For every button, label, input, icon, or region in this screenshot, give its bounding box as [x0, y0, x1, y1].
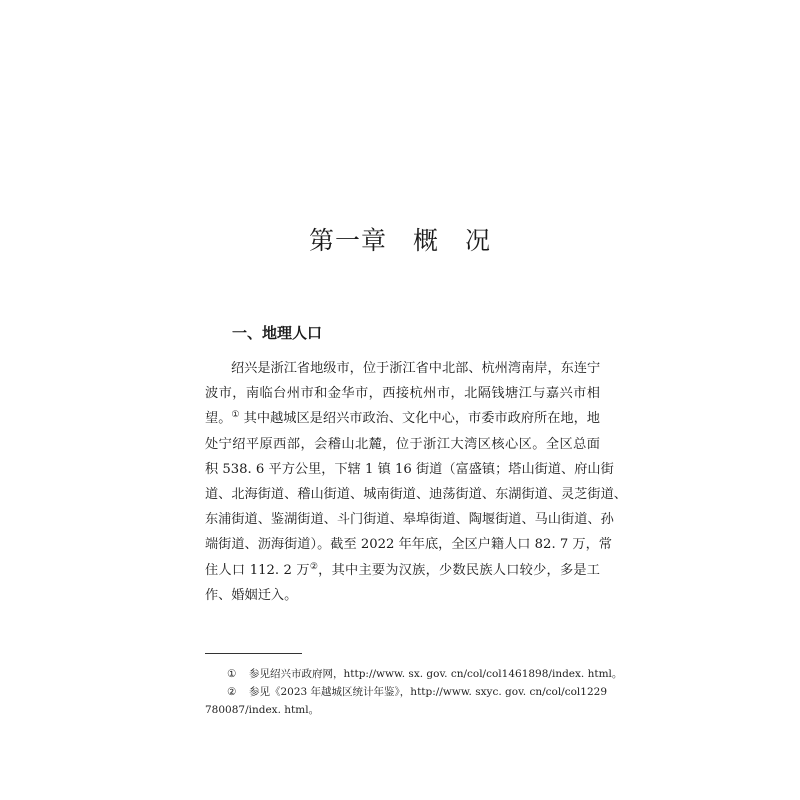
footnote-2: [205, 683, 620, 701]
body-line: 道、北海街道、稽山街道、城南街道、迪荡街道、东湖街道、灵芝街道、: [205, 486, 627, 502]
body-line: 处宁绍平原西部，会稽山北麓，位于浙江大湾区核心区。全区总面: [205, 436, 600, 452]
body-line: 作、婚姻迁入。: [205, 587, 298, 603]
footnote-marker: ①: [227, 668, 237, 680]
body-line: 积 538. 6 平方公里，下辖 1 镇 16 街道（富盛镇；塔山街道、府山街: [205, 461, 614, 477]
body-line: 端街道、沥海街道）。截至 2022 年年底，全区户籍人口 82. 7 万，常: [205, 537, 612, 553]
footnotes: [205, 665, 623, 719]
body-text-fragment: 其中越城区是绍兴市政治、文化中心，市委市政府所在地，地: [239, 411, 600, 427]
footnote-1: [205, 665, 623, 683]
footnote-text: 参见《2023 年越城区统计年鉴》，http://www. sxyc. gov. cn/col/col1229: [249, 686, 607, 698]
body-line: 波市，南临台州市和金华市，西接杭州市，北隔钱塘江与嘉兴市相: [205, 386, 600, 402]
section-heading: 一、地理人口: [232, 324, 323, 342]
footnote-marker: ②: [227, 686, 237, 698]
footnote-ref-2[interactable]: ②: [309, 561, 319, 572]
body-line: [205, 406, 600, 431]
body-paragraph: [205, 356, 627, 608]
footnote-2-continuation: 780087/index. html。: [205, 704, 320, 716]
body-line: [205, 558, 600, 583]
body-text-fragment: 住人口 112. 2 万: [205, 562, 310, 578]
body-text-fragment: 望。: [205, 411, 232, 427]
footnote-text: 参见绍兴市政府网，http://www. sx. gov. cn/col/col1461898/index. html。: [249, 668, 623, 680]
body-line: 东浦街道、鉴湖街道、斗门街道、皋埠街道、陶堰街道、马山街道、孙: [205, 512, 614, 528]
body-text-fragment: ，其中主要为汉族，少数民族人口较少，多是工: [318, 562, 600, 578]
chapter-title: 第一章 概 况: [308, 225, 491, 255]
footnote-divider: [205, 653, 302, 654]
body-line: 绍兴是浙江省地级市，位于浙江省中北部、杭州湾南岸，东连宁: [231, 361, 601, 376]
footnote-ref-1[interactable]: ①: [231, 410, 240, 421]
